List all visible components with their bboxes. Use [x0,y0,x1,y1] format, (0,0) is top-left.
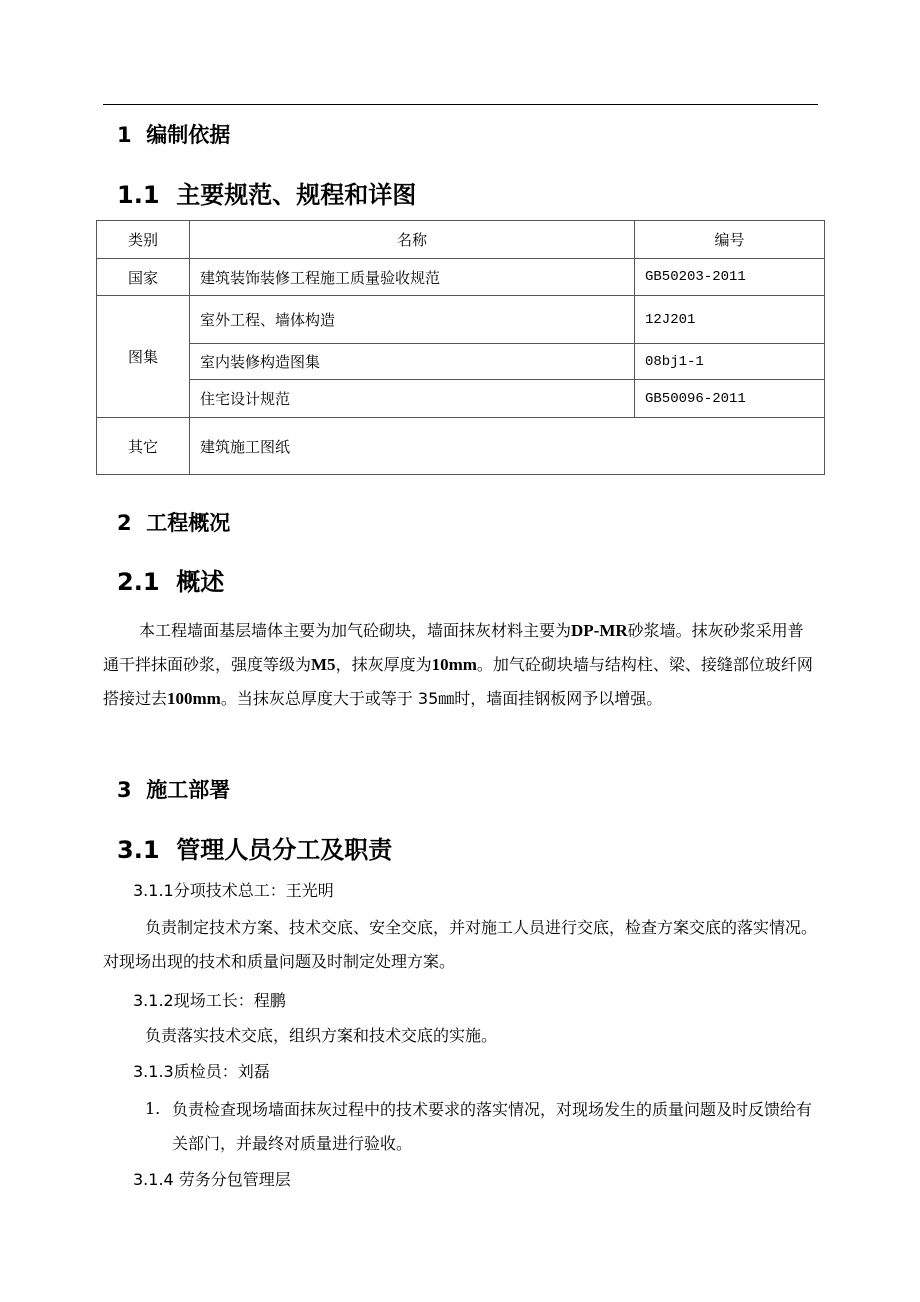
section-title: 主要规范、规程和详图 [176,181,417,209]
overview-text: ，抹灰厚度为 [335,655,432,674]
table-row [97,418,825,475]
category-cell: 其它 [97,418,190,475]
header-code: 编号 [635,221,825,259]
name-cell: 住宅设计规范 [190,380,635,418]
header-name: 名称 [190,221,635,259]
section-title: 施工部署 [146,778,231,802]
overview-text: 砂浆墙。抹灰砂浆采用普通干拌抹面砂浆，强度等级为 [103,621,804,674]
table-header-row [97,221,825,259]
section-number: 2 [117,511,132,535]
role-text: 负责制定技术方案、技术交底、安全交底，并对施工人员进行交底，检查方案交底的落实情况。对现场出现的技术和质量问题及时制定处理方案。 [103,918,818,971]
section-number: 2.1 [117,568,160,596]
section-3-1-heading [117,830,392,865]
spec-table [96,220,825,475]
category-cell: 图集 [97,296,190,418]
section-2-heading [117,507,230,537]
overview-bold: 10mm [431,655,477,674]
header-category: 类别 [97,221,190,259]
section-title: 工程概况 [146,511,231,535]
section-1-1-heading [117,175,416,210]
table-row [97,380,825,418]
code-cell: 08bj1-1 [635,344,825,380]
role-description [103,911,819,979]
code-cell: GB50096-2011 [635,380,825,418]
code-cell: 12J201 [635,296,825,344]
list-number: 1. [145,1099,161,1118]
section-title: 管理人员分工及职责 [176,836,393,864]
overview-text: 本工程墙面基层墙体主要为加气砼砌块，墙面抹灰材料主要为 [139,621,572,640]
section-title: 概述 [176,568,225,596]
overview-text: 。加气砼砌块墙与结构柱、梁、接缝部位玻纤网搭接过去 [103,655,813,708]
table-row [97,296,825,344]
role-heading: 3.1.3质检员：刘磊 [133,1062,270,1081]
role-text: 负责检查现场墙面抹灰过程中的技术要求的落实情况，对现场发生的质量问题及时反馈给有关部门，并最终对质量进行验收。 [172,1100,813,1153]
section-1-heading [117,119,230,149]
name-cell: 建筑装饰装修工程施工质量验收规范 [190,259,635,296]
section-title: 编制依据 [146,123,231,147]
section-3-heading [117,774,230,804]
overview-bold: 100mm [167,689,221,708]
header-rule [103,104,818,105]
overview-paragraph [103,614,819,716]
table-row [97,344,825,380]
overview-text: 。当抹灰总厚度大于或等于 35㎜时，墙面挂钢板网予以增强。 [220,689,663,708]
section-number: 1 [117,123,132,147]
overview-bold: DP-MR [571,621,628,640]
role-description: 负责落实技术交底，组织方案和技术交底的实施。 [145,1026,498,1045]
name-cell: 室外工程、墙体构造 [190,296,635,344]
role-description [172,1093,822,1161]
section-2-1-heading [117,562,224,597]
overview-bold: M5 [311,655,336,674]
role-heading: 3.1.2现场工长：程鹏 [133,991,286,1010]
code-cell: GB50203-2011 [635,259,825,296]
name-cell: 建筑施工图纸 [190,418,825,475]
category-cell: 国家 [97,259,190,296]
section-number: 3 [117,778,132,802]
role-heading: 3.1.1分项技术总工：王光明 [133,881,334,900]
table-row [97,259,825,296]
section-number: 3.1 [117,836,160,864]
role-heading: 3.1.4 劳务分包管理层 [133,1170,291,1189]
name-cell: 室内装修构造图集 [190,344,635,380]
section-number: 1.1 [117,181,160,209]
